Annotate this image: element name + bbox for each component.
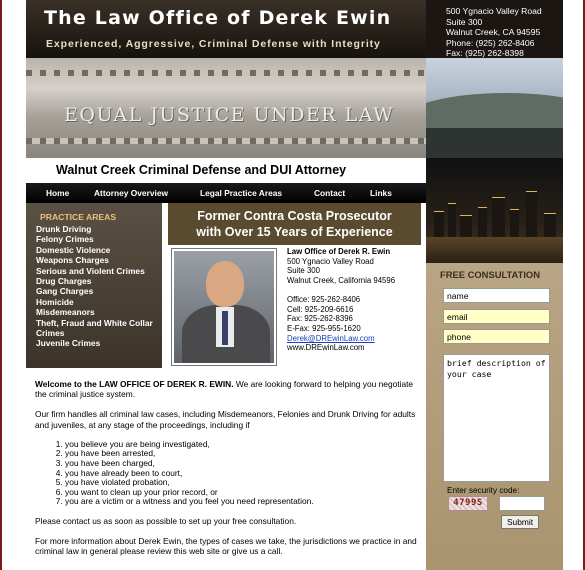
contact-fax: Fax: 925-262-8396 <box>287 314 353 324</box>
list-item: 4. you have already been to court, <box>65 469 423 479</box>
page-subtitle: Walnut Creek Criminal Defense and DUI Attorney <box>56 163 347 177</box>
main-content <box>35 379 423 567</box>
nav-contact[interactable]: Contact <box>314 188 346 198</box>
practice-areas-list <box>36 224 156 349</box>
header-address-line: Suite 300 <box>446 16 483 27</box>
list-item: 7. you are a victim or a witness and you feel you need representation. <box>65 497 423 507</box>
photo-head <box>206 261 244 307</box>
practice-link-homicide[interactable]: Homicide <box>36 296 74 307</box>
contact-name: Law Office of Derek R. Ewin <box>287 247 391 256</box>
header-address-line: 500 Ygnacio Valley Road <box>446 6 542 16</box>
skyline-building <box>544 213 556 237</box>
contact-address-3: Walnut Creek, California 94596 <box>287 276 396 286</box>
practice-link-domestic-violence[interactable]: Domestic Violence <box>36 244 111 255</box>
contact-address-2: Suite 300 <box>287 266 320 276</box>
prosecutor-banner <box>168 203 421 245</box>
header <box>26 0 426 58</box>
contact-paragraph: Please contact us as soon as possible to set up your free consultation. <box>35 515 297 526</box>
practice-link-misdemeanors[interactable]: Misdemeanors <box>36 307 95 318</box>
nav-attorney-overview[interactable]: Attorney Overview <box>94 188 169 198</box>
name-field[interactable] <box>443 288 550 303</box>
list-item: 1. you believe you are being investigated, <box>65 440 423 450</box>
banner-frieze <box>26 138 426 144</box>
security-code-input[interactable] <box>499 496 545 511</box>
nav-links[interactable]: Links <box>370 188 392 198</box>
contact-cell: Cell: 925-209-6616 <box>287 304 354 314</box>
nav-legal-practice-areas[interactable]: Legal Practice Areas <box>200 188 283 198</box>
list-item: 2. you have been arrested, <box>65 449 423 459</box>
submit-button[interactable]: Submit <box>501 515 539 529</box>
list-item: 5. you have violated probation, <box>65 478 423 488</box>
spacer <box>287 286 421 295</box>
bay-water <box>426 237 563 263</box>
valley-shape <box>426 128 563 158</box>
skyline-building <box>434 211 444 237</box>
list-item: 3. you have been charged, <box>65 459 423 469</box>
skyline-building <box>492 197 505 237</box>
practice-link-weapons-charges[interactable]: Weapons Charges <box>36 255 109 266</box>
contact-block <box>287 247 421 353</box>
practice-link-serious-violent-crimes[interactable]: Serious and Violent Crimes <box>36 265 145 276</box>
skyline-building <box>510 209 519 237</box>
header-address <box>426 0 563 58</box>
welcome-bold: Welcome to the LAW OFFICE OF DEREK R. EWIN. <box>35 379 234 389</box>
site-tagline: Experienced, Aggressive, Criminal Defense with Integrity <box>46 38 381 50</box>
consultation-title: FREE CONSULTATION <box>440 269 540 280</box>
practice-link-juvenile-crimes[interactable]: Juvenile Crimes <box>36 338 101 349</box>
header-fax: Fax: (925) 262-8398 <box>446 48 524 58</box>
nav-home[interactable]: Home <box>46 188 70 198</box>
welcome-paragraph <box>35 379 423 399</box>
subtitle-bar <box>26 158 426 183</box>
prosecutor-line-1: Former Contra Costa Prosecutor <box>197 209 392 223</box>
situation-list <box>65 440 423 507</box>
contact-office: Office: 925-262-8406 <box>287 294 361 304</box>
banner-motto: EQUAL JUSTICE UNDER LAW <box>64 104 395 126</box>
hills-photo <box>426 58 563 158</box>
justice-banner-image <box>26 58 426 158</box>
city-skyline-photo <box>426 158 563 263</box>
banner-frieze <box>26 70 426 76</box>
photo-tie <box>222 311 228 345</box>
prosecutor-line-2: with Over 15 Years of Experience <box>196 225 393 239</box>
contact-website: www.DREwinLaw.com <box>287 343 365 353</box>
captcha-image: 4799S <box>448 496 488 511</box>
site-title: The Law Office of Derek Ewin <box>44 7 392 29</box>
practice-areas-title: PRACTICE AREAS <box>40 212 117 222</box>
phone-field[interactable] <box>443 329 550 344</box>
contact-address-1: 500 Ygnacio Valley Road <box>287 256 374 266</box>
skyline-building <box>448 203 456 237</box>
practice-areas-panel <box>26 203 162 368</box>
contact-email-link[interactable]: Derek@DREwinLaw.com <box>287 333 375 343</box>
main-nav <box>26 183 426 203</box>
list-item: 6. you want to clean up your prior record, or <box>65 488 423 498</box>
firm-paragraph: Our firm handles all criminal law cases, including Misdemeanors, Felonies and Drunk Driving for adults and juveniles, at any stage of the proceedings, including if <box>35 409 416 430</box>
header-phone: Phone: (925) 262-8406 <box>446 37 535 48</box>
case-description-field[interactable] <box>443 354 550 482</box>
skyline-building <box>460 215 472 237</box>
skyline-building <box>478 207 487 237</box>
contact-efax: E-Fax: 925-955-1620 <box>287 323 361 333</box>
practice-link-gang-charges[interactable]: Gang Charges <box>36 286 94 297</box>
security-code-label: Enter security code: <box>447 486 520 495</box>
header-address-line: Walnut Creek, CA 94595 <box>446 27 541 37</box>
practice-link-felony-crimes[interactable]: Felony Crimes <box>36 234 94 245</box>
welcome-text: We are looking forward to helping you negotiate the criminal justice system. <box>35 379 414 400</box>
practice-link-drunk-driving[interactable]: Drunk Driving <box>36 224 92 234</box>
skyline-building <box>526 191 537 237</box>
free-consultation-form <box>426 263 563 570</box>
email-field[interactable] <box>443 309 550 324</box>
info-paragraph: For more information about Derek Ewin, the types of cases we take, the jurisdictions we practice in and criminal law in general please review this web site or give us a call. <box>35 536 417 557</box>
practice-link-drug-charges[interactable]: Drug Charges <box>36 276 92 287</box>
attorney-photo <box>172 249 276 365</box>
practice-link-theft-fraud[interactable]: Theft, Fraud and White Collar Crimes <box>36 317 153 339</box>
